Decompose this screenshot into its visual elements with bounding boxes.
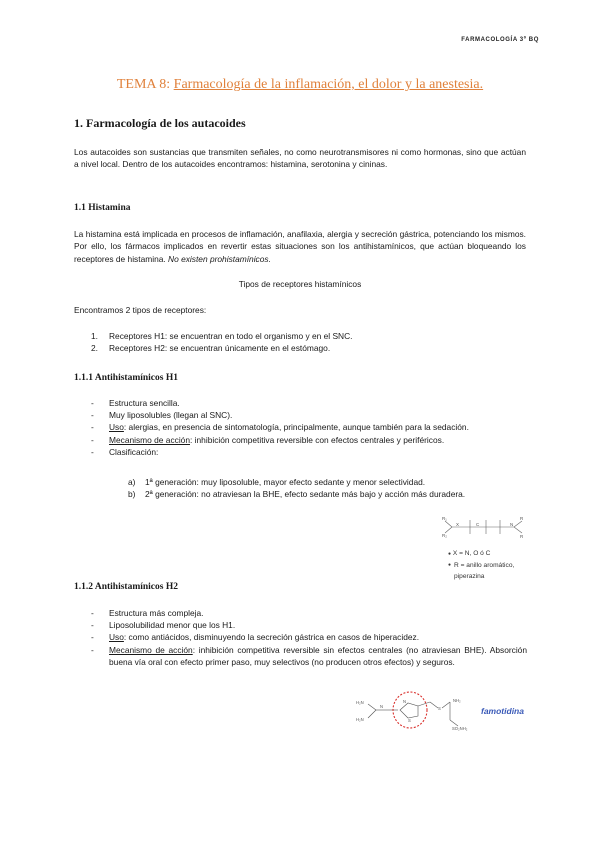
list-item: - Liposolubilidad menor que los H1. xyxy=(91,620,236,631)
h2-characteristics-list xyxy=(91,607,527,668)
section-1-1-paragraph xyxy=(74,228,526,265)
section-1-paragraph: Los autacoides son sustancias que transmiten señales, no como neurotransmisores ni como hormonas, sino que actúan a nivel local. Dentro de los autacoides encontramos: histamina, serotonina y cininas. xyxy=(74,147,526,170)
list-item: - Estructura sencilla. xyxy=(91,398,180,408)
title-prefix: TEMA 8: xyxy=(116,77,171,92)
list-item: 1. Receptores H1: se encuentran en todo el organismo y en el SNC. xyxy=(91,331,353,341)
page-title xyxy=(0,77,600,93)
receptor-list xyxy=(91,330,521,354)
svg-text:X: X xyxy=(456,522,460,527)
receptor-intro: Encontramos 2 tipos de receptores: xyxy=(74,305,207,315)
svg-text:S: S xyxy=(438,706,441,711)
famotidina-structure-figure xyxy=(356,690,476,742)
list-item: - Mecanismo de acción: inhibición competitiva reversible con efectos centrales y periféricos. xyxy=(91,434,445,445)
section-1-1-2-heading: 1.1.2 Antihistamínicos H2 xyxy=(74,582,178,592)
svg-text:R: R xyxy=(520,516,524,521)
svg-text:R₁: R₁ xyxy=(442,516,447,521)
svg-text:N: N xyxy=(403,699,407,704)
svg-text:NH₂: NH₂ xyxy=(453,698,461,703)
histamina-italic-note: No existen prohistamínicos. xyxy=(168,253,271,264)
svg-text:R₂: R₂ xyxy=(442,533,447,538)
list-item: - Muy liposolubles (llegan al SNC). xyxy=(91,410,233,421)
svg-text:N: N xyxy=(380,704,384,709)
list-item: b) 2ª generación: no atraviesan la BHE, efecto sedante más bajo y acción más duradera. xyxy=(128,489,466,500)
svg-text:H₂N: H₂N xyxy=(356,700,364,705)
list-item: - Clasificación: xyxy=(91,446,159,457)
list-item: - Uso: como antiácidos, disminuyendo la secreción gástrica en casos de hiperacidez. xyxy=(91,632,420,643)
h1-figure-legend xyxy=(448,548,538,582)
svg-text:R: R xyxy=(520,534,524,539)
generation-list xyxy=(128,476,526,500)
famotidina-label: famotidina xyxy=(481,706,524,716)
title-text: Farmacología de la inflamación, el dolor y la anestesia. xyxy=(173,77,484,92)
h1-characteristics-list xyxy=(91,397,527,458)
svg-text:C: C xyxy=(476,522,480,527)
histamina-text: La histamina está implicada en procesos de inflamación, anafilaxia, alergia y secreción gástrica, potenciando los mismos. Por ello, los fármacos implicados en revertir estas situaciones son los antihistamínicos, que actúan bloqueando los receptores de histamina. xyxy=(74,229,526,264)
section-1-heading: 1. Farmacología de los autacoides xyxy=(74,116,246,130)
list-item: - Estructura más compleja. xyxy=(91,608,204,618)
legend-item: ● R = anillo aromático, piperazina xyxy=(448,562,515,580)
list-item: - Uso: alergias, en presencia de sintomatología, principalmente, aunque también para la sedación. xyxy=(91,422,469,433)
list-item: a) 1ª generación: muy liposoluble, mayor efecto sedante y menor selectividad. xyxy=(128,477,426,487)
svg-text:H₂N: H₂N xyxy=(356,717,364,722)
h1-structure-figure xyxy=(442,512,526,542)
svg-text:SO₂NH₂: SO₂NH₂ xyxy=(452,726,468,731)
list-item: - Mecanismo de acción: inhibición competitiva reversible sin efectos centrales (no atraviesan BHE). Absorción buena vía oral con efecto primer paso, muy selectivos (no producen otros efectos) y seguros. xyxy=(91,644,528,667)
section-1-1-heading: 1.1 Histamina xyxy=(74,203,131,213)
svg-text:N: N xyxy=(510,522,514,527)
page-header: FARMACOLOGÍA 3º BQ xyxy=(461,37,539,43)
list-item: 2. Receptores H2: se encuentran únicamente en el estómago. xyxy=(91,343,331,354)
receptor-types-subtitle: Tipos de receptores histamínicos xyxy=(238,279,362,289)
section-1-1-1-heading: 1.1.1 Antihistamínicos H1 xyxy=(74,373,178,383)
svg-text:S: S xyxy=(408,718,411,723)
legend-item: ● X = N, O ó C xyxy=(448,550,491,557)
